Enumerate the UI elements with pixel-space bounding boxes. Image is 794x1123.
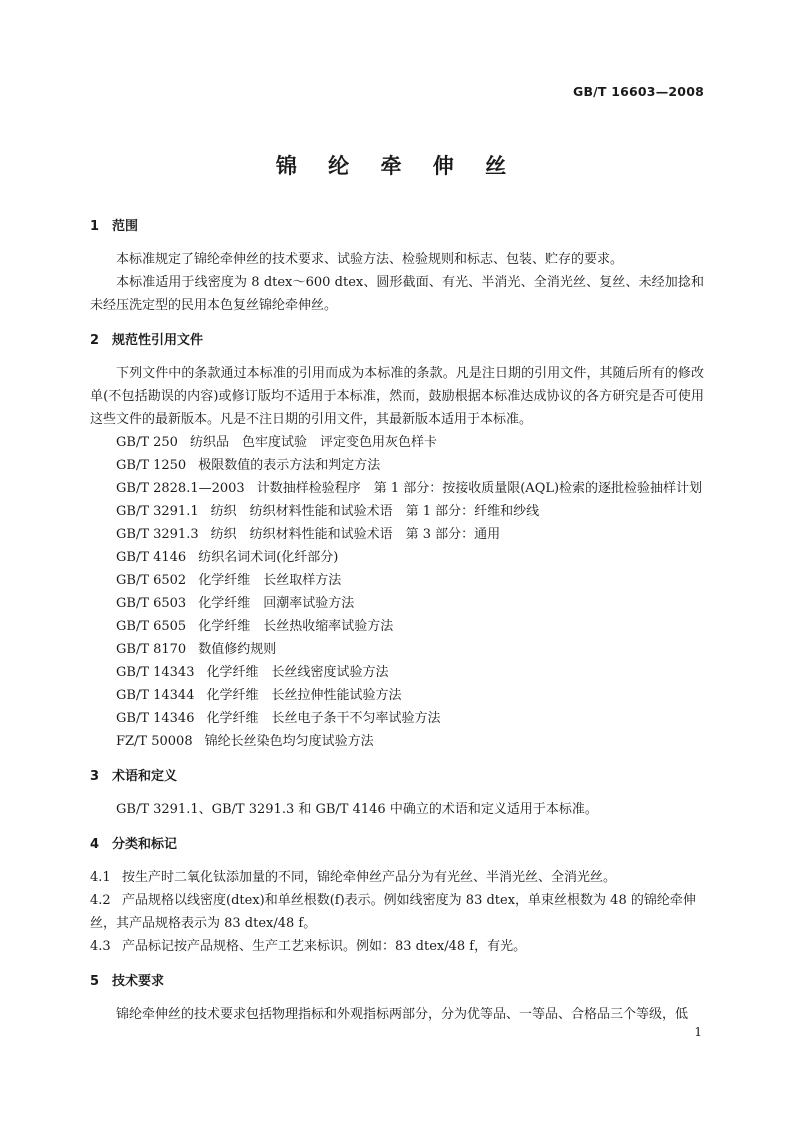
- section-number: 2: [90, 333, 100, 348]
- reference-item: GB/T 14343 化学纤维 长丝线密度试验方法: [116, 665, 389, 680]
- reference-item: GB/T 2828.1—2003 计数抽样检验程序 第 1 部分：按接收质量限(AQL)检索的逐批检验抽样计划: [116, 481, 703, 496]
- page-number: 1: [694, 1025, 702, 1039]
- reference-item: GB/T 14344 化学纤维 长丝拉伸性能试验方法: [116, 688, 402, 703]
- reference-item: GB/T 250 纺织品 色牢度试验 评定变色用灰色样卡: [116, 435, 437, 450]
- section-heading-1: [90, 215, 704, 238]
- section-heading-3: [90, 765, 704, 788]
- clause: 4.2 产品规格以线密度(dtex)和单丝根数(f)表示。例如线密度为 83 dtex，单束丝根数为 48 的锦纶牵伸丝，其产品规格表示为 83 dtex/48 f。: [90, 889, 704, 935]
- reference-item: GB/T 4146 纺织名词术词(化纤部分): [116, 550, 339, 565]
- section-number: 3: [90, 769, 100, 784]
- reference-item: GB/T 3291.1 纺织 纺织材料性能和试验术语 第 1 部分：纤维和纱线: [116, 504, 540, 519]
- section-number: 1: [90, 219, 100, 234]
- reference-item: GB/T 1250 极限数值的表示方法和判定方法: [116, 458, 381, 473]
- section-title: 规范性引用文件: [112, 333, 204, 348]
- reference-item: GB/T 6502 化学纤维 长丝取样方法: [116, 573, 342, 588]
- reference-item: GB/T 14346 化学纤维 长丝电子条干不匀率试验方法: [116, 711, 441, 726]
- section-title: 术语和定义: [112, 769, 178, 784]
- section-heading-5: [90, 970, 704, 993]
- section-heading-4: [90, 833, 704, 856]
- reference-item: GB/T 3291.3 纺织 纺织材料性能和试验术语 第 3 部分：通用: [116, 527, 501, 542]
- clause-number: 4.2: [90, 893, 111, 908]
- section-heading-2: [90, 329, 704, 352]
- clause-number: 4.3: [90, 939, 111, 954]
- section-number: 5: [90, 974, 100, 989]
- paragraph: GB/T 3291.1、GB/T 3291.3 和 GB/T 4146 中确立的术语和定义适用于本标准。: [116, 802, 598, 817]
- section-number: 4: [90, 837, 100, 852]
- paragraph: 锦纶牵伸丝的技术要求包括物理指标和外观指标两部分，分为优等品、一等品、合格品三个等级，低: [116, 1007, 689, 1022]
- section-title: 范围: [112, 219, 139, 234]
- document-title: 锦 纶 牵 伸 丝: [275, 154, 519, 178]
- clause: 4.1 按生产时二氧化钛添加量的不同，锦纶牵伸丝产品分为有光丝、半消光丝、全消光丝。: [90, 866, 704, 889]
- reference-list: [90, 431, 704, 753]
- reference-item: GB/T 6505 化学纤维 长丝热收缩率试验方法: [116, 619, 394, 634]
- reference-item: GB/T 6503 化学纤维 回潮率试验方法: [116, 596, 355, 611]
- reference-item: FZ/T 50008 锦纶长丝染色均匀度试验方法: [116, 734, 374, 749]
- clause-number: 4.1: [90, 870, 111, 885]
- paragraph: 下列文件中的条款通过本标准的引用而成为本标准的条款。凡是注日期的引用文件，其随后所有的修改单(不包括勘误的内容)或修订版均不适用于本标准，然而，鼓励根据本标准达成协议的各方研究是否可使用这些文件的最新版本。凡是不注日期的引用文件，其最新版本适用于本标准。: [90, 366, 704, 427]
- paragraph: 本标准适用于线密度为 8 dtex～600 dtex、圆形截面、有光、半消光、全消光丝、复丝、未经加捻和未经压洗定型的民用本色复丝锦纶牵伸丝。: [90, 275, 704, 313]
- reference-item: GB/T 8170 数值修约规则: [116, 642, 277, 657]
- clause: 4.3 产品标记按产品规格、生产工艺来标识。例如：83 dtex/48 f，有光。: [90, 935, 704, 958]
- paragraph: 本标准规定了锦纶牵伸丝的技术要求、试验方法、检验规则和标志、包装、贮存的要求。: [116, 252, 624, 267]
- section-title: 技术要求: [112, 974, 165, 989]
- document-code: GB/T 16603—2008: [572, 84, 704, 99]
- document-body: [90, 215, 704, 1026]
- section-title: 分类和标记: [112, 837, 178, 852]
